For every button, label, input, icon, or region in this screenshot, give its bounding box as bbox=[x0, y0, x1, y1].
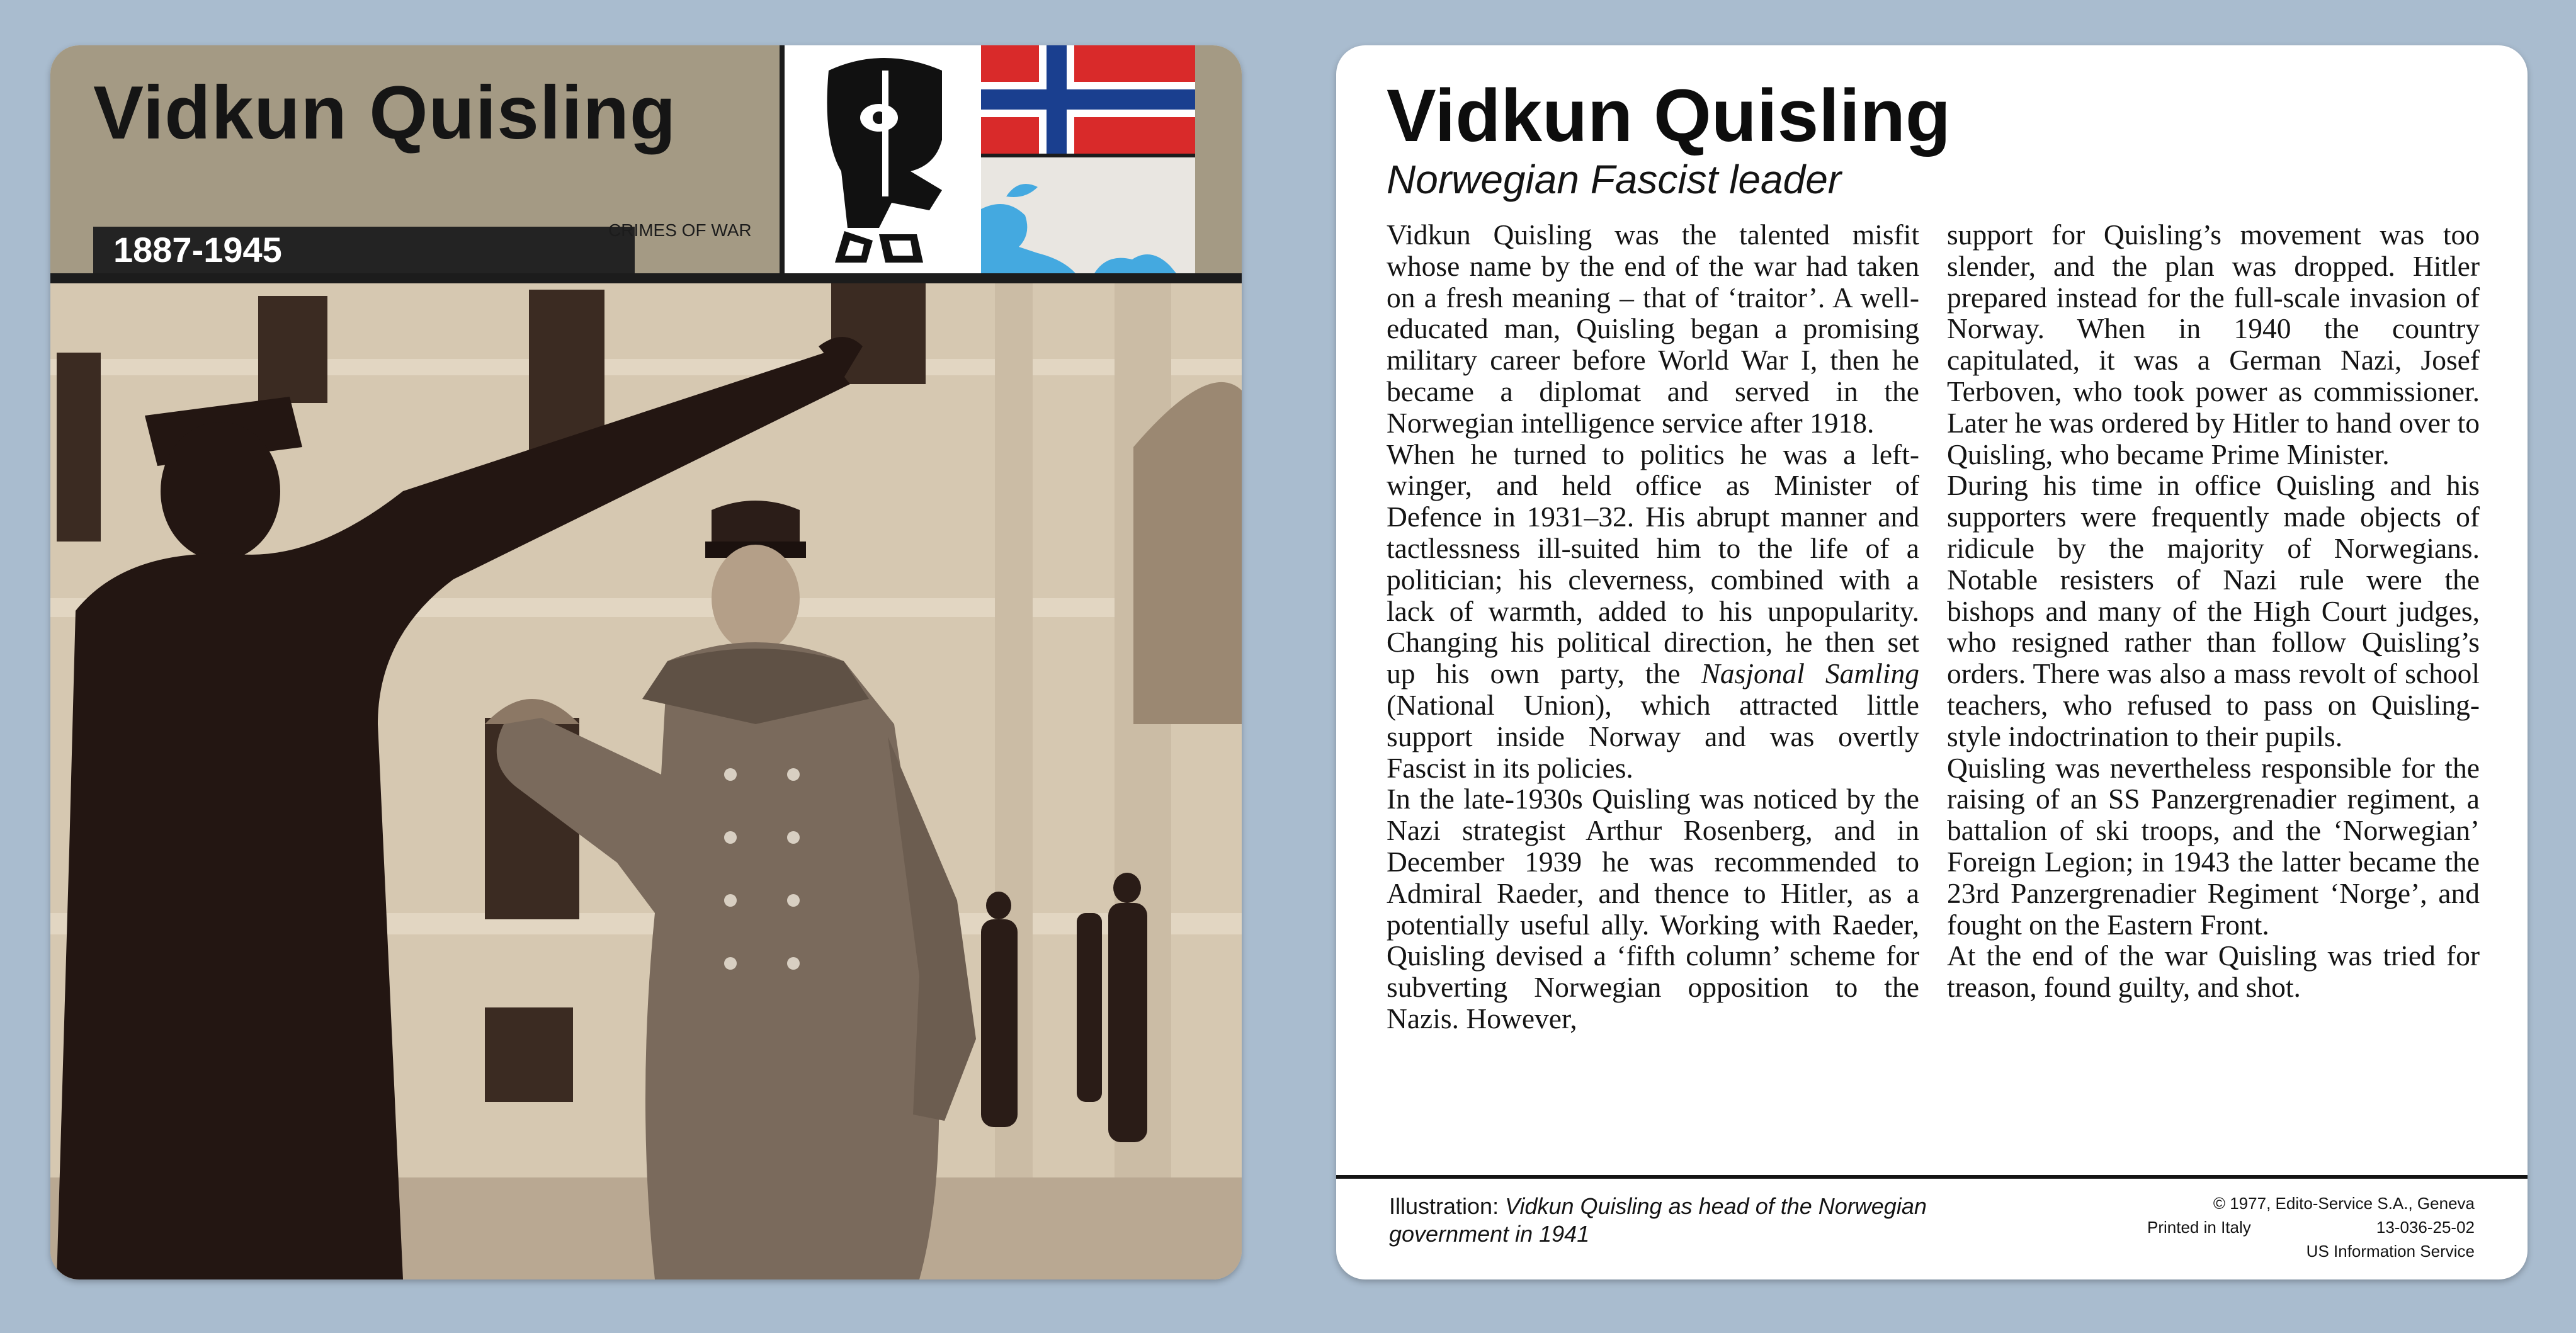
life-dates: 1887-1945 bbox=[113, 230, 282, 269]
paragraph: When he turned to politics he was a left-winger, and held office as Minister of Defence in 1931–32. His abrupt manner and tactlessness ill-suited him to the life of a politician; his cleverness, combined with a lack of warmth, added to his unpopularity. Changing his political direction, he then set up his own party, the Nasjonal Samling (National Union), which attracted little support inside Norway and was overtly Fascist in its policies. bbox=[1387, 438, 1920, 784]
paragraph: Vidkun Quisling was the talented misfit whose name by the end of the war had taken on a fresh meaning – that of ‘traitor’. A well-educated man, Quisling began a promising military career before World War I, then he became a diplomat and served in the Norwegian intelligence service after 1918. bbox=[1387, 218, 1919, 439]
paragraph: support for Quisling’s movement was too slender, and the plan was dropped. Hitler prepared instead for the full-scale invasion of Norway. When in 1940 the country capitulated, it was a German Nazi, Josef Terboven, who took power as commissioner. Later he was ordered by Hitler to hand over to Quisling, who became Prime Minister. bbox=[1947, 218, 2480, 470]
illustration-label: Illustration: bbox=[1389, 1193, 1499, 1219]
photo-illustration bbox=[50, 283, 1242, 1279]
front-title: Vidkun Quisling bbox=[93, 71, 677, 155]
series-logo-box bbox=[780, 45, 986, 273]
header-stripe bbox=[50, 273, 1242, 283]
back-title: Vidkun Quisling bbox=[1387, 74, 1951, 157]
copyright-line: © 1977, Edito-Service S.A., Geneva bbox=[2213, 1194, 2475, 1213]
footer-rule bbox=[1336, 1175, 2528, 1179]
publisher-info bbox=[2147, 1191, 2475, 1263]
front-card bbox=[50, 45, 1242, 1279]
print-row bbox=[2147, 1215, 2475, 1239]
paragraph: During his time in office Quisling and his supporters were frequently made objects of ridicule by the majority of Norwegians. Notable resisters of Nazi rule were the bishops and many of the High Court judges, who resigned rather than follow Quisling’s orders. There was also a mass revolt of school teachers, who refused to pass on Quisling-style indoctrination to their pupils. bbox=[1947, 469, 2480, 752]
back-subtitle: Norwegian Fascist leader bbox=[1387, 157, 1842, 202]
back-card bbox=[1336, 45, 2528, 1279]
category-label: CRIMES OF WAR bbox=[608, 220, 752, 240]
card-code: 13-036-25-02 bbox=[2376, 1218, 2475, 1237]
historical-photo bbox=[50, 283, 1242, 1279]
paragraph: In the late-1930s Quisling was noticed by the Nazi strategist Arthur Rosenberg, and in December 1939 he was recommended to Admiral Raeder, and thence to Hitler, as a potentially useful ally. Working with Raeder, Quisling devised a ‘fifth column’ scheme for subverting Norwegian opposition to the Nazis. However, bbox=[1387, 783, 1919, 1035]
text-column-right bbox=[1947, 219, 2480, 1003]
illustration-caption bbox=[1389, 1193, 2031, 1248]
paragraph: At the end of the war Quisling was tried for treason, found guilty, and shot. bbox=[1947, 939, 2480, 1004]
text-column-left bbox=[1387, 219, 1919, 1035]
norway-flag-icon bbox=[981, 45, 1195, 273]
paragraph: Quisling was nevertheless responsible for the raising of an SS Panzergrenadier regiment, a battalion of ski troops, and the ‘Norwegian’ Foreign Legion; in 1943 the latter became the 23rd Panzergrenadier Regiment ‘Norge’, and fought on the Eastern Front. bbox=[1947, 751, 2480, 941]
printed-in: Printed in Italy bbox=[2147, 1218, 2251, 1237]
flag-map-box bbox=[981, 45, 1195, 273]
mask-logo-icon bbox=[785, 45, 981, 273]
photo-credit: US Information Service bbox=[2306, 1242, 2475, 1261]
party-name: Nasjonal Samling bbox=[1701, 657, 1920, 690]
illustration-text: Vidkun Quisling as head of the Norwegian government in 1941 bbox=[1389, 1193, 1927, 1247]
